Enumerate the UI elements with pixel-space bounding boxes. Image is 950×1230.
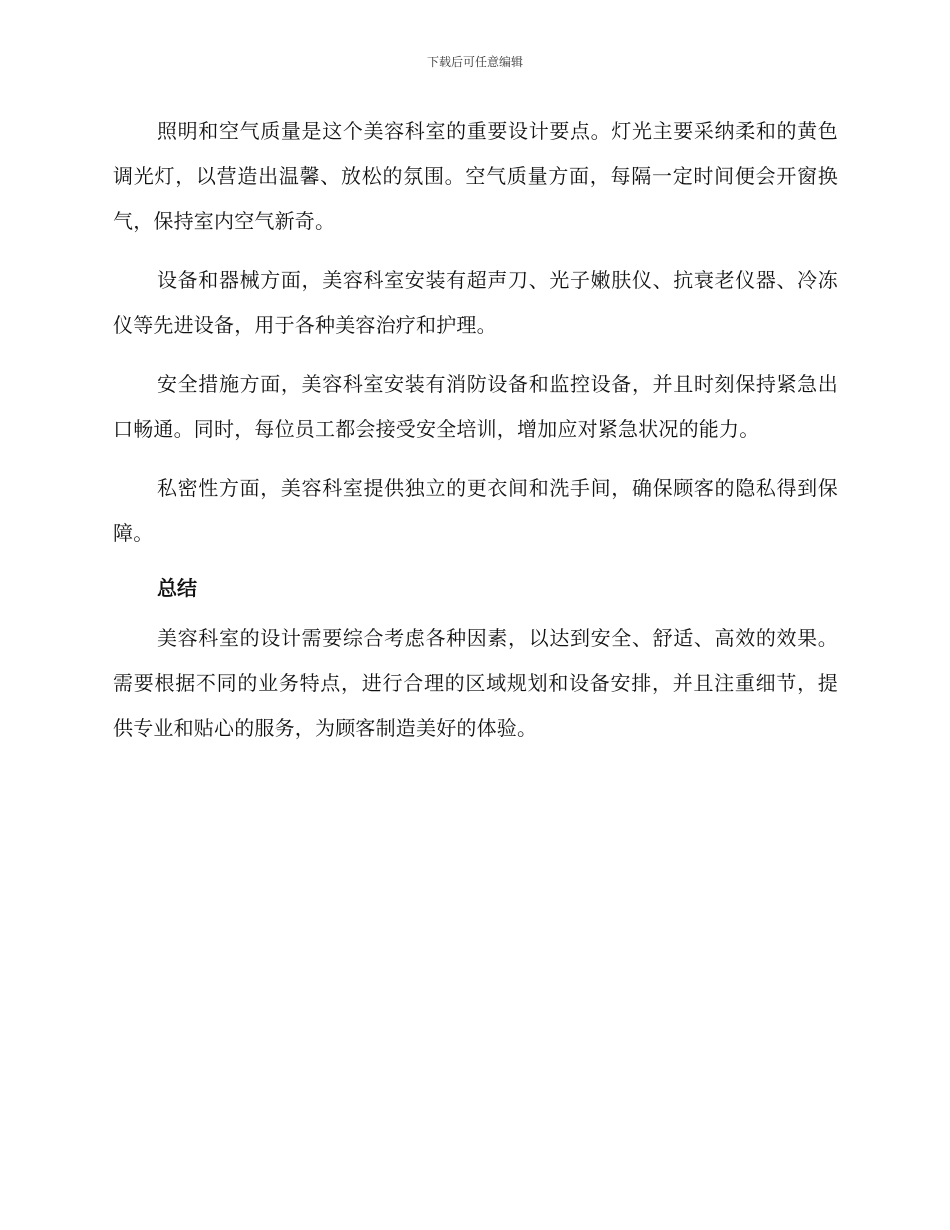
summary-heading: 总结 bbox=[157, 576, 197, 600]
paragraph-lighting-air: 照明和空气质量是这个美容科室的重要设计要点。灯光主要采纳柔和的黄色调光灯，以营造出温馨、放松的氛围。空气质量方面，每隔一定时间便会开窗换气，保持室内空气新奇。 bbox=[113, 119, 838, 233]
page-header: 下载后可任意编辑 bbox=[426, 55, 523, 69]
paragraph-summary: 美容科室的设计需要综合考虑各种因素，以达到安全、舒适、高效的效果。需要根据不同的业务特点，进行合理的区域规划和设备安排，并且注重细节，提供专业和贴心的服务，为顾客制造美好的体验。 bbox=[113, 626, 838, 740]
paragraph-safety: 安全措施方面，美容科室安装有消防设备和监控设备，并且时刻保持紧急出口畅通。同时，每位员工都会接受安全培训，增加应对紧急状况的能力。 bbox=[113, 372, 838, 441]
paragraph-privacy: 私密性方面，美容科室提供独立的更衣间和洗手间，确保顾客的隐私得到保障。 bbox=[113, 476, 838, 545]
document-body bbox=[113, 109, 838, 765]
paragraph-equipment: 设备和器械方面，美容科室安装有超声刀、光子嫩肤仪、抗衰老仪器、冷冻仪等先进设备，用于各种美容治疗和护理。 bbox=[113, 268, 838, 337]
